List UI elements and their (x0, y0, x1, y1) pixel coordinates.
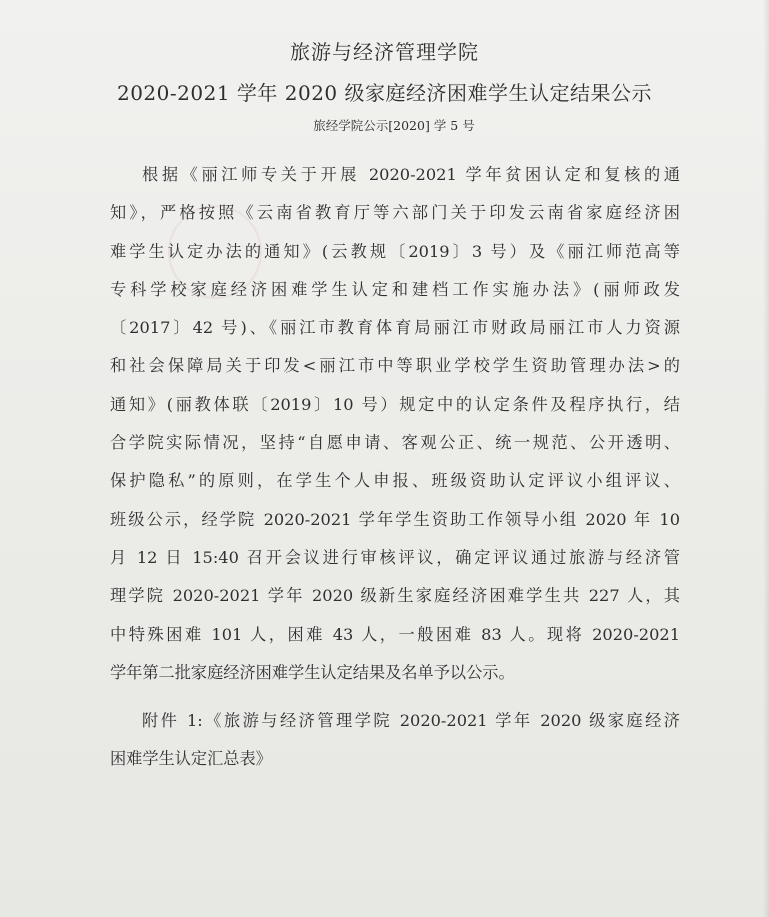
document-body (110, 156, 680, 779)
paragraph-line: 班级公示，经学院 2020-2021 学年学生资助工作领导小组 2020 年 10 (110, 509, 680, 529)
paragraph-line: 合学院实际情况，坚持“自愿申请、客观公正、统一规范、公开透明、 (110, 433, 680, 453)
paragraph-line: 难学生认定办法的通知》(云教规〔2019〕3 号）及《丽江师范高等 (110, 241, 680, 261)
document-number: 旅经学院公示[2020] 学 5 号 (313, 118, 475, 133)
paragraph-line: 中特殊困难 101 人，困难 43 人，一般困难 83 人。现将 2020-2021 (110, 624, 680, 644)
paragraph-line: 和社会保障局关于印发<丽江市中等职业学校学生资助管理办法>的 (110, 356, 680, 376)
paragraph-line: 〔2017〕42 号)、《丽江市教育体育局丽江市财政局丽江市人力资源 (110, 318, 680, 338)
paragraph-line: 知》，严格按照《云南省教育厅等六部门关于印发云南省家庭经济困 (110, 203, 680, 223)
paragraph-line: 学年第二批家庭经济困难学生认定结果及名单予以公示。 (110, 662, 515, 682)
paragraph-line: 专科学校家庭经济困难学生认定和建档工作实施办法》(丽师政发 (110, 279, 680, 299)
paragraph-line: 根据《丽江师专关于开展 2020-2021 学年贫困认定和复核的通 (142, 165, 680, 184)
paragraph-line: 通知》(丽教体联〔2019〕10 号）规定中的认定条件及程序执行，结 (110, 394, 680, 414)
paragraph-line: 月 12 日 15:40 召开会议进行审核评议，确定评议通过旅游与经济管 (110, 547, 680, 567)
spacer (110, 692, 680, 702)
paragraph-line: 理学院 2020-2021 学年 2020 级新生家庭经济困难学生共 227 人，其 (110, 586, 680, 606)
page-edge-shadow (763, 0, 769, 917)
document-subtitle: 2020-2021 学年 2020 级家庭经济困难学生认定结果公示 (116, 81, 653, 105)
paragraph-line: 保护隐私”的原则，在学生个人申报、班级资助认定评议小组评议、 (110, 471, 680, 491)
attachment-line: 困难学生认定汇总表》 (110, 749, 272, 769)
attachment-line: 附件 1:《旅游与经济管理学院 2020-2021 学年 2020 级家庭经济 (142, 711, 680, 731)
document-title: 旅游与经济管理学院 (290, 40, 479, 64)
